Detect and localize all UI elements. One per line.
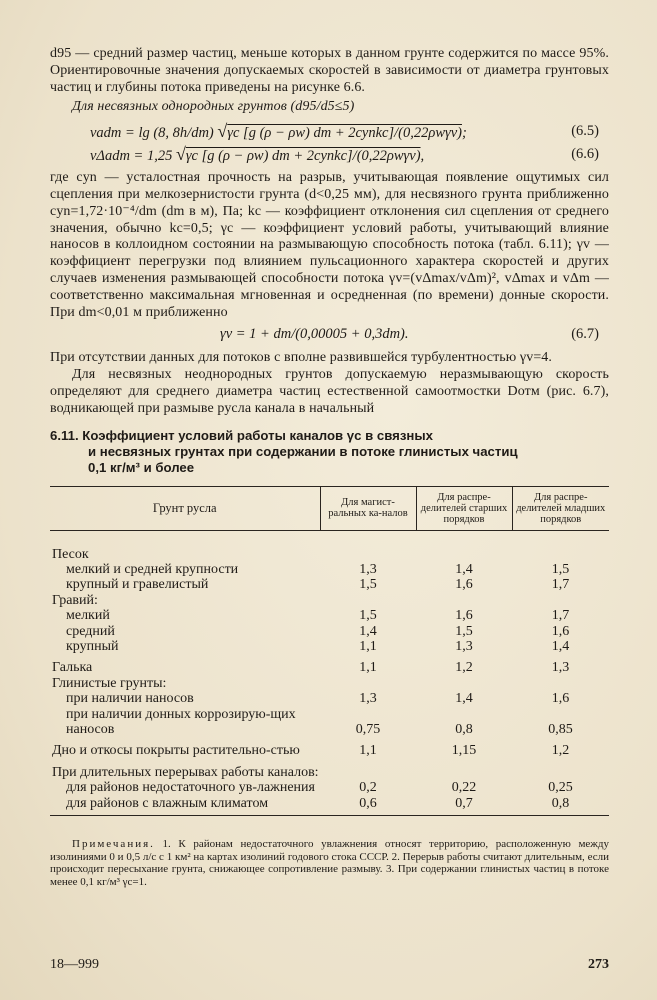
table-row [50,562,609,577]
row-value-col3: 0,25 [548,780,573,796]
row-value-col1: 1,3 [359,691,377,707]
row-value-col2: 1,4 [455,691,473,707]
row-label: Гравий: [52,592,98,608]
row-value-col2: 0,22 [451,780,477,796]
row-value-col1: 0,6 [320,796,416,816]
row-value-col1: 1,1 [359,660,377,676]
row-label: средний [66,623,115,639]
table-row [50,707,609,738]
row-label: при наличии наносов [66,691,194,707]
coefficients-table [50,486,609,817]
paragraph-d95: d95 — средний размер частиц, меньше которых в данном грунте содержится по массе 95%. Ориентировочные значения допускаемых скоростей в зависимости от диаметра грунтовых частиц и глубины потока приведены на рисунке 6.6. [50,46,609,95]
row-value-col1: 0,2 [359,780,377,796]
equation-6-6-number: (6.6) [571,146,599,163]
row-label: Глинистые грунты: [52,675,167,691]
row-value-col2: 1,2 [455,660,473,676]
header-junior-distributors: Для распре-делителей младших порядков [512,486,609,530]
table-caption-line1: 6.11. Коэффициент условий работы каналов γc в связных [50,427,433,443]
row-value-col2: 1,3 [455,638,473,654]
table-row [50,654,609,675]
row-value-col2: 1,4 [455,561,473,577]
row-label: Дно и откосы покрыты растительно-стью [52,743,300,759]
row-value-col1: 1,5 [359,577,377,593]
table-header-row [50,486,609,530]
row-value-col3: 0,8 [512,796,609,816]
row-value-col1: 1,4 [359,623,377,639]
equation-6-7-formula: γv = 1 + dm/(0,00005 + 0,3dm). [220,326,409,343]
row-value-col3 [512,676,609,691]
row-value-col1: 0,75 [355,722,381,738]
table-caption-line2: и несвязных грунтах при содержании в потоке глинистых частиц [88,443,518,459]
row-value-col1: 1,1 [359,638,377,654]
page-number: 273 [588,957,609,972]
row-value-col1 [320,530,416,562]
row-value-col1: 1,1 [359,743,377,759]
equation-6-5-lhs: vadm = lg (8, 8h/dm) [90,125,214,142]
row-label: Песок [52,546,89,562]
row-value-col3: 1,6 [551,623,570,639]
equation-6-6-lhs: vΔadm = 1,25 [90,148,173,165]
header-soil-type: Грунт русла [50,486,320,530]
equation-6-5-radicand: γc [g (ρ − ρw) dm + 2cynkc]/(0,22ρwγv) [227,125,462,142]
row-label: при наличии донных коррозирую-щих наносов [66,706,296,738]
equation-6-5 [50,120,609,143]
row-value-col2 [416,530,512,562]
table-caption [50,428,609,476]
row-label: для районов недостаточного ув-лажнения [66,780,315,796]
row-value-col3: 1,7 [551,608,570,624]
table-row [50,577,609,592]
table-notes [50,838,609,888]
paragraph-turbulence: При отсутствии данных для потоков с вполне развившейся турбулентностью γv=4. [50,350,553,366]
row-value-col2 [416,676,512,691]
row-value-col2 [416,759,512,780]
equation-6-6-radicand: γc [g (ρ − ρw) dm + 2cynkc]/(0,22ρwγv) [185,148,421,165]
table-row [50,691,609,706]
table-row [50,639,609,654]
row-label: крупный и гравелистый [66,577,209,593]
row-value-col3: 1,3 [551,660,570,676]
row-label: для районов с влажным климатом [50,796,320,816]
equation-6-7 [50,323,609,346]
table-row [50,780,609,795]
row-value-col3: 0,85 [548,722,573,738]
row-value-col2: 0,8 [455,722,473,738]
row-value-col2: 1,6 [455,577,473,593]
table-row [50,593,609,608]
table-row [50,759,609,780]
row-label: Галька [52,660,93,676]
table-row [50,624,609,639]
row-value-col3 [512,593,609,608]
paragraph-heterogeneous: Для несвязных неоднородных грунтов допускаемую неразмывающую скорость определяют для среднего диаметра частиц естественной самоотмостки Dотм (рис. 6.7), водникающей при размыве русла канала в начальный [50,367,609,416]
section-heading-homogeneous: Для несвязных однородных грунтов (d95/d5≤5) [72,99,355,115]
row-value-col2 [416,593,512,608]
row-label: крупный [66,638,119,654]
table-row [50,676,609,691]
table-row [50,530,609,562]
print-signature: 18—999 [50,957,99,972]
row-value-col1 [320,676,416,691]
row-label: При длительных перерывах работы каналов: [52,764,319,780]
row-value-col2: 1,6 [455,608,473,624]
equation-6-5-number: (6.5) [571,123,599,140]
equation-6-6-tail: , [420,148,425,165]
row-value-col2: 0,7 [416,796,512,816]
row-value-col3 [512,759,609,780]
row-value-col3: 1,4 [551,638,570,654]
row-value-col3: 1,2 [551,743,570,759]
table-row [50,737,609,758]
row-value-col3: 1,6 [551,691,570,707]
row-label: мелкий [66,608,110,624]
row-value-col2: 1,15 [451,743,477,759]
paragraph-definitions: где cyn — усталостная прочность на разрыв, учитывающая появление ощутимых сил сцепления при мелкозернистости грунта (d<0,25 мм), для несвязного грунта приближенно cyn=1,72·10⁻⁴/dm (dm в м), Па; kc — коэффициент отклонения сил сцепления от среднего значения, обычно kc=0,5; γc — коэффициент условий работы, учитывающий влияние наносов в коллоидном состоянии на размывающую способность потока (табл. 6.11); γv — коэффициент перегрузки под влиянием пульсационного характера скоростей и других случаев изменения размывающей способности потока γv=(vΔmax/vΔm)², vΔmax и vΔm — соответственно максимальная мгновенная и осредненная (по времени) донные скорости. При dm<0,01 м приближенно [50,170,609,320]
equation-6-7-number: (6.7) [571,326,599,343]
sqrt-icon: √ [217,121,228,142]
row-value-col2: 1,5 [455,623,473,639]
header-senior-distributors: Для распре-делителей старших порядков [416,486,512,530]
equation-6-5-tail: ; [461,125,467,142]
header-main-canals: Для магист-ральных ка-налов [320,486,416,530]
table-caption-line3: 0,1 кг/м³ и более [88,459,195,475]
table-row [50,608,609,623]
equation-6-6 [50,143,609,166]
row-value-col3 [512,530,609,562]
row-value-col1 [320,759,416,780]
row-value-col1: 1,3 [359,561,377,577]
row-label: мелкий и средней крупности [66,561,239,577]
table-row [50,796,609,816]
row-value-col3: 1,5 [551,561,570,577]
notes-text: 1. К районам недостаточного увлажнения относят территорию, расположенную между изолиниями 0 и 0,5 л/с с 1 км² на картах изолиний годового стока СССР. 2. Перерыв работы считают длительным, если происходит пересыхание грунта, снижающее сопротивление размыву. 3. При содержании глинистых частиц в потоке менее 0,1 кг/м³ γc=1. [50,838,609,888]
row-value-col3: 1,7 [551,577,570,593]
row-value-col1 [320,593,416,608]
sqrt-icon: √ [175,144,186,165]
notes-heading: Примечания. [72,838,155,851]
row-value-col1: 1,5 [359,608,377,624]
